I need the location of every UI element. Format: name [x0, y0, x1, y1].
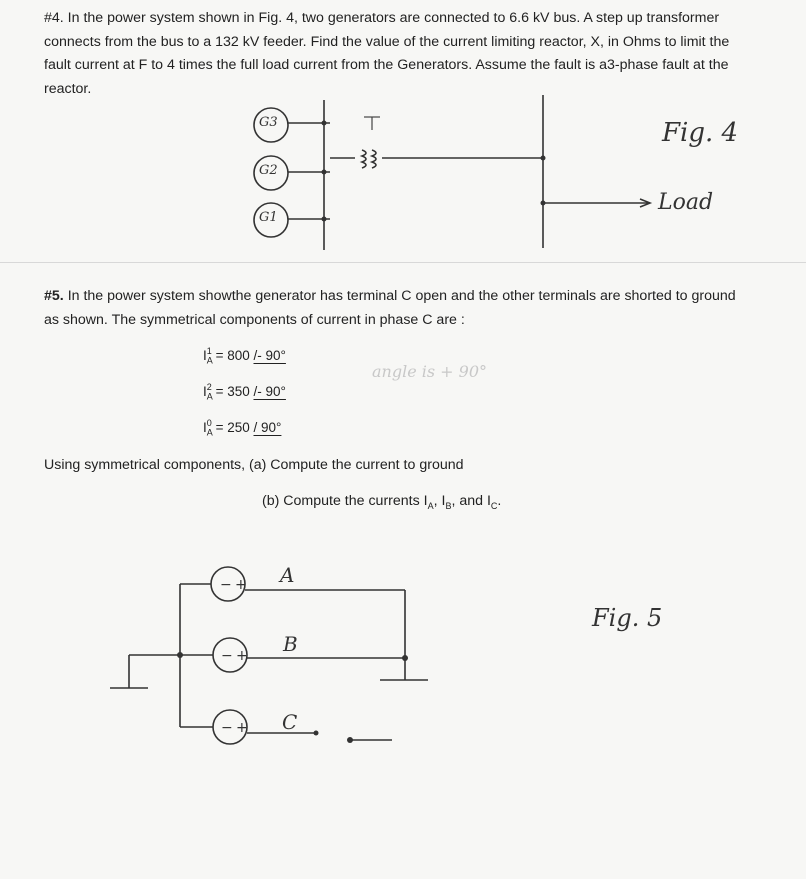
- g1-label: G1: [259, 210, 278, 225]
- svg-text:−: −: [221, 720, 233, 736]
- svg-text:+: +: [235, 577, 247, 593]
- faint-angle-note: angle is + 90°: [372, 362, 488, 381]
- problem-5-body: In the power system showthe generator has terminal C open and the other terminals are shorted to ground as shown. The symmetrical components of current in phase C are :: [44, 288, 736, 328]
- component-zero: $I_A^0 = 250 / 90^\circ$: [203, 418, 282, 438]
- load-label: Load: [658, 190, 714, 215]
- fig4-label: Fig. 4: [662, 118, 739, 148]
- svg-text:−: −: [221, 648, 233, 664]
- terminal-b-label: B: [283, 632, 298, 656]
- problem-4-text: #4. In the power system shown in Fig. 4, two generators are connected to 6.6 kV bus. A step up transformer connects from the bus to a 132 kV feeder. Find the value of the current limiting reactor, X, in Ohms to limit the fault current at F to 4 times the full load current from the Generators. Assume the fault is a3-phase fault at the reactor.: [44, 10, 730, 97]
- terminal-c-label: C: [282, 710, 298, 734]
- component-negative: $I_A^2 = 350 /- 90^\circ$: [203, 382, 286, 402]
- task-a-text: Using symmetrical components, (a) Compute the current to ground: [44, 457, 464, 473]
- component-positive: $I_A^1 = 800 /- 90^\circ$: [203, 346, 286, 366]
- terminal-a-label: A: [280, 563, 295, 587]
- g3-label: G3: [259, 115, 278, 130]
- task-b-text: (b) Compute the currents $I_A$, $I_B$, and $I_C$.: [262, 493, 502, 511]
- svg-text:+: +: [236, 648, 248, 664]
- fig5-label: Fig. 5: [592, 604, 663, 632]
- g2-label: G2: [259, 163, 278, 178]
- problem-5-number: #5.: [44, 288, 64, 304]
- svg-text:+: +: [236, 720, 248, 736]
- svg-text:−: −: [220, 577, 232, 593]
